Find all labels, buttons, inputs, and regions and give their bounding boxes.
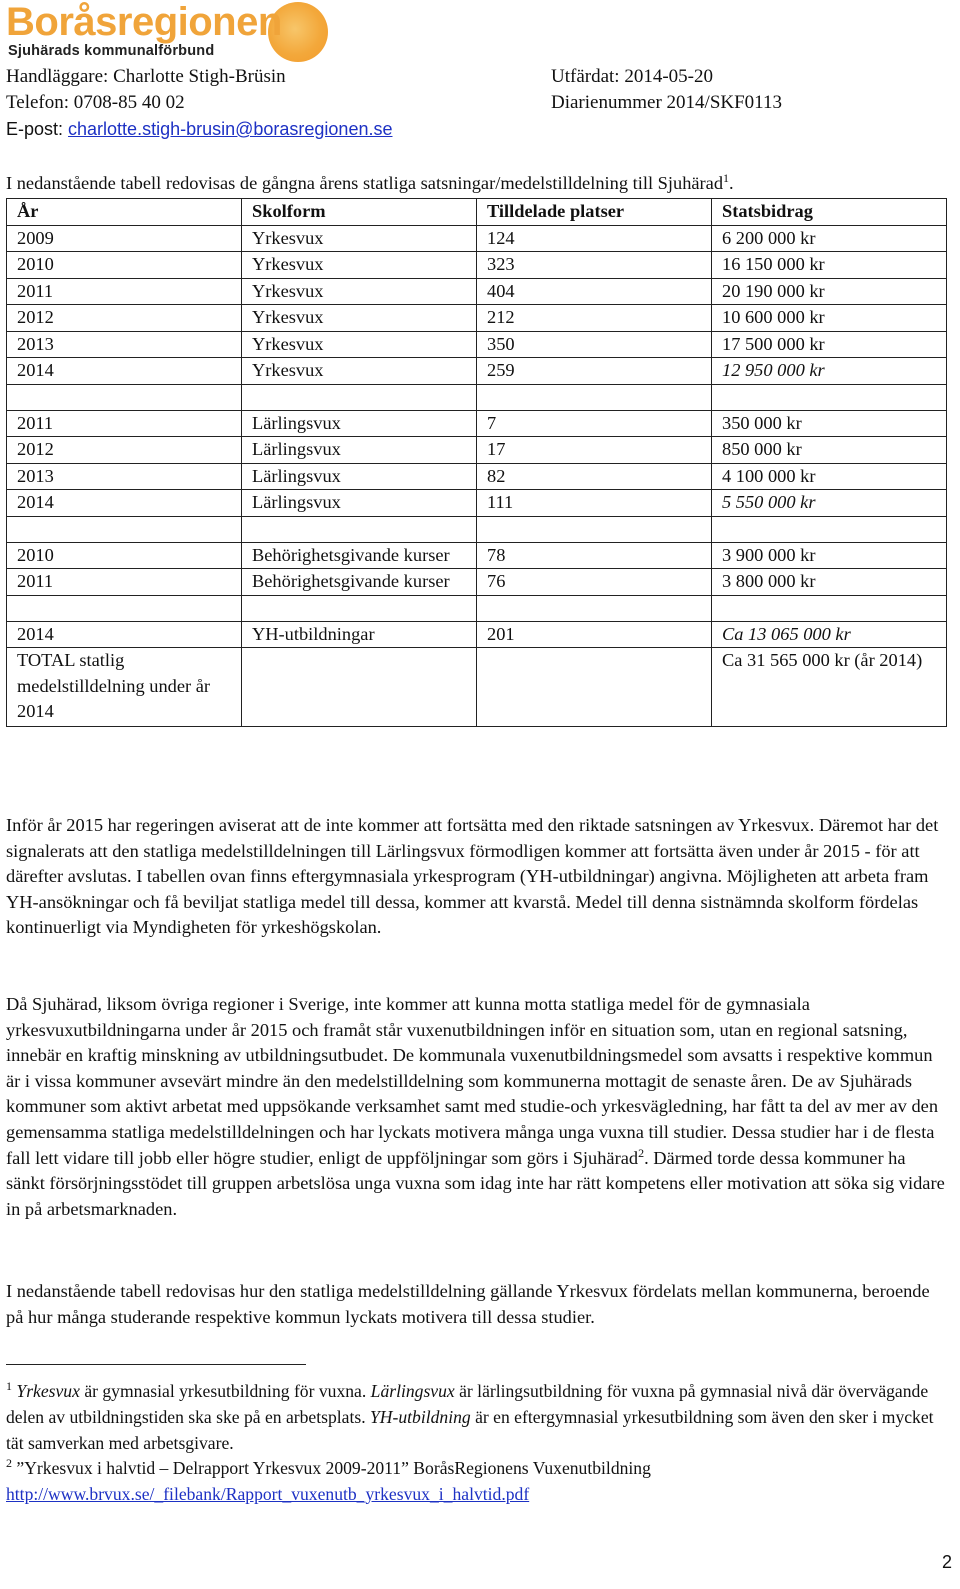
cell-grant: 5 550 000 kr — [712, 490, 947, 517]
table-row — [7, 490, 947, 517]
cell-places: 124 — [477, 225, 712, 252]
cell-year: 2011 — [7, 569, 242, 596]
footnote-term: YH-utbildning — [370, 1406, 471, 1427]
cell-grant: 10 600 000 kr — [712, 305, 947, 332]
table-row — [7, 252, 947, 279]
footnote-text: är gymnasial yrkesutbildning för vuxna. — [79, 1381, 371, 1401]
cell-form: Yrkesvux — [242, 252, 477, 279]
cell-year: 2013 — [7, 331, 242, 358]
footnotes — [6, 1379, 946, 1508]
cell-grant: 16 150 000 kr — [712, 252, 947, 279]
logo-subtitle: Sjuhärads kommunalförbund — [8, 43, 215, 59]
paragraph-text: Inför år 2015 har regeringen aviserat att de inte kommer att fortsätta med den riktade satsningen av Yrkesvux. Däremot har det signalerats att den statliga medelstilldelningen till Lärlingsvux förmodligen kommer att fortsätta även under år 2015 - för att därefter avslutas. I tabellen ovan finns eftergymnasiala yrkesprogram (YH-utbildningar) angivna. Möjligheten att arbeta fram YH-ansökningar och få beviljat statliga medel till dessa, kommer att kvarstå. Medel till denna sistnämnda skolform fördelas kontinuerligt via Myndigheten för yrkeshögskolan. — [6, 815, 939, 938]
cell-form: Lärlingsvux — [242, 463, 477, 490]
logo-name: Boråsregionen — [6, 0, 282, 44]
table-row — [7, 225, 947, 252]
cell-year: 2013 — [7, 463, 242, 490]
footnote-text: ”Yrkesvux i halvtid – Delrapport Yrkesvux 2009-2011” BoråsRegionens Vuxenutbildning — [12, 1458, 651, 1479]
intro-text: I nedanstående tabell redovisas de gångna årens statliga satsningar/medelstilldelning till Sjuhärad — [6, 173, 724, 193]
table-row — [7, 410, 947, 437]
cell-year: 2009 — [7, 225, 242, 252]
table-row — [7, 621, 947, 648]
page-number: 2 — [941, 1552, 952, 1572]
cell-grant: 3 900 000 kr — [712, 542, 947, 569]
intro-end: . — [729, 173, 734, 193]
intro-paragraph — [6, 171, 946, 197]
footnote-ref-1: 1 — [723, 170, 730, 185]
cell-grant: 6 200 000 kr — [712, 225, 947, 252]
funding-table — [6, 198, 947, 727]
cell-form: Lärlingsvux — [242, 437, 477, 464]
cell-places: 7 — [477, 410, 712, 437]
footnote-ref-2: 2 — [638, 1145, 645, 1160]
footnote-text: är lärlingsutbildning för vuxna på gymnasial nivå där övervägande delen av utbildningstiden ska ske på en arbetsplats. — [6, 1381, 929, 1427]
body-paragraph-3 — [6, 1279, 946, 1330]
cell-grant: 850 000 kr — [712, 437, 947, 464]
paragraph-text-cont: . Därmed torde dessa kommuner ha sänkt försörjningsstödet till gruppen arbetslösa unga vuxna som idag inte har rätt kompetens eller motivation att söka sig vidare in på arbetsmarknaden. — [6, 1147, 945, 1219]
cell-grant: 20 190 000 kr — [712, 278, 947, 305]
cell-places: 404 — [477, 278, 712, 305]
cell-places: 78 — [477, 542, 712, 569]
table-row — [7, 358, 947, 385]
cell-form: Lärlingsvux — [242, 410, 477, 437]
table-row — [7, 331, 947, 358]
cell-places: 111 — [477, 490, 712, 517]
cell-form: Yrkesvux — [242, 305, 477, 332]
table-spacer-row — [7, 516, 947, 542]
body-paragraph-2 — [6, 992, 946, 1222]
cell-grant: 12 950 000 kr — [712, 358, 947, 385]
cell-grant: 350 000 kr — [712, 410, 947, 437]
cell-form: Yrkesvux — [242, 358, 477, 385]
table-row — [7, 278, 947, 305]
col-header-grant: Statsbidrag — [712, 199, 947, 226]
table-row — [7, 463, 947, 490]
cell-year: 2011 — [7, 410, 242, 437]
table-row — [7, 569, 947, 596]
table-total-row — [7, 648, 947, 727]
total-label: TOTAL statlig medelstilldelning under år 2014 — [7, 648, 242, 727]
total-grant: Ca 31 565 000 kr (år 2014) — [712, 648, 947, 727]
paragraph-text: I nedanstående tabell redovisas hur den statliga medelstilldelning gällande Yrkesvux fördelats mellan kommunerna, beroende på hur många studerande respektive kommun lyckats motivera till dessa studier. — [6, 1281, 930, 1327]
boras-regionen-logo — [6, 0, 326, 64]
table-spacer-row — [7, 384, 947, 410]
cell-places: 76 — [477, 569, 712, 596]
footnote-number: 2 — [6, 1456, 12, 1471]
cell-places: 17 — [477, 437, 712, 464]
cell-form: Lärlingsvux — [242, 490, 477, 517]
cell-grant: 4 100 000 kr — [712, 463, 947, 490]
cell-places: 323 — [477, 252, 712, 279]
footnote-term: Yrkesvux — [16, 1381, 80, 1401]
cell-grant: 17 500 000 kr — [712, 331, 947, 358]
footnote-divider — [6, 1364, 306, 1365]
table-row — [7, 542, 947, 569]
utfardat: Utfärdat: 2014-05-20 — [551, 66, 713, 87]
cell-grant: 3 800 000 kr — [712, 569, 947, 596]
cell-places: 212 — [477, 305, 712, 332]
cell-places: 350 — [477, 331, 712, 358]
cell-year: 2010 — [7, 252, 242, 279]
report-link[interactable]: http://www.brvux.se/_filebank/Rapport_vuxenutb_yrkesvux_i_halvtid.pdf — [6, 1484, 530, 1505]
body-paragraph-1 — [6, 813, 946, 941]
col-header-school-form: Skolform — [242, 199, 477, 226]
cell-form: YH-utbildningar — [242, 621, 477, 648]
cell-year: 2010 — [7, 542, 242, 569]
cell-grant: Ca 13 065 000 kr — [712, 621, 947, 648]
footnote-1 — [6, 1379, 946, 1456]
telefon: Telefon: 0708-85 40 02 — [6, 92, 185, 113]
email-label: E-post: — [6, 119, 69, 139]
cell-year: 2012 — [7, 437, 242, 464]
email-line — [6, 117, 392, 141]
cell-year: 2014 — [7, 621, 242, 648]
cell-year: 2014 — [7, 358, 242, 385]
cell-form: Behörighetsgivande kurser — [242, 569, 477, 596]
table-spacer-row — [7, 595, 947, 621]
cell-places: 201 — [477, 621, 712, 648]
email-link[interactable]: charlotte.stigh-brusin@borasregionen.se — [68, 119, 393, 139]
cell-year: 2014 — [7, 490, 242, 517]
paragraph-text: Då Sjuhärad, liksom övriga regioner i Sverige, inte kommer att kunna motta statliga medel för de gymnasiala yrkesvuxutbildningarna under år 2015 och framåt står vuxenutbildningen inför en situation som, utan en regional satsning, innebär en kraftig minskning av utbildningsutbudet. De kommunala vuxenutbildningsmedel som avsatts i respektive kommun är i vissa kommuner avsevärt mindre än den medelstilldelning som kommunerna mottagit de senaste åren. De av Sjuhärads kommuner som aktivt arbetat med uppsökande verksamhet samt med studie-och yrkesvägledning, har fått ta del av mer av den gemensamma statliga medelstilldelningen och har lyckats motivera många unga vuxna till studier. Dessa studier har i de flesta fall lett vidare till jobb eller högre studier, enligt de uppföljningar som görs i Sjuhärad — [6, 994, 939, 1168]
cell-form: Behörighetsgivande kurser — [242, 542, 477, 569]
cell-year: 2011 — [7, 278, 242, 305]
table-row — [7, 305, 947, 332]
table-row — [7, 437, 947, 464]
cell-form: Yrkesvux — [242, 278, 477, 305]
footnote-number: 1 — [6, 1379, 12, 1394]
cell-form: Yrkesvux — [242, 331, 477, 358]
col-header-places: Tilldelade platser — [477, 199, 712, 226]
footnote-2 — [6, 1456, 946, 1482]
cell-form: Yrkesvux — [242, 225, 477, 252]
cell-year: 2012 — [7, 305, 242, 332]
diarienummer: Diarienummer 2014/SKF0113 — [551, 92, 782, 113]
table-header-row — [7, 199, 947, 226]
cell-places: 82 — [477, 463, 712, 490]
footnote-text: är en eftergymnasial yrkesutbildning som även den sker i mycket tät samverkan med arbetsgivare. — [6, 1406, 934, 1453]
cell-places: 259 — [477, 358, 712, 385]
handlaggare: Handläggare: Charlotte Stigh-Brüsin — [6, 66, 286, 87]
footnote-term: Lärlingsvux — [370, 1381, 455, 1401]
col-header-year: År — [7, 199, 242, 226]
